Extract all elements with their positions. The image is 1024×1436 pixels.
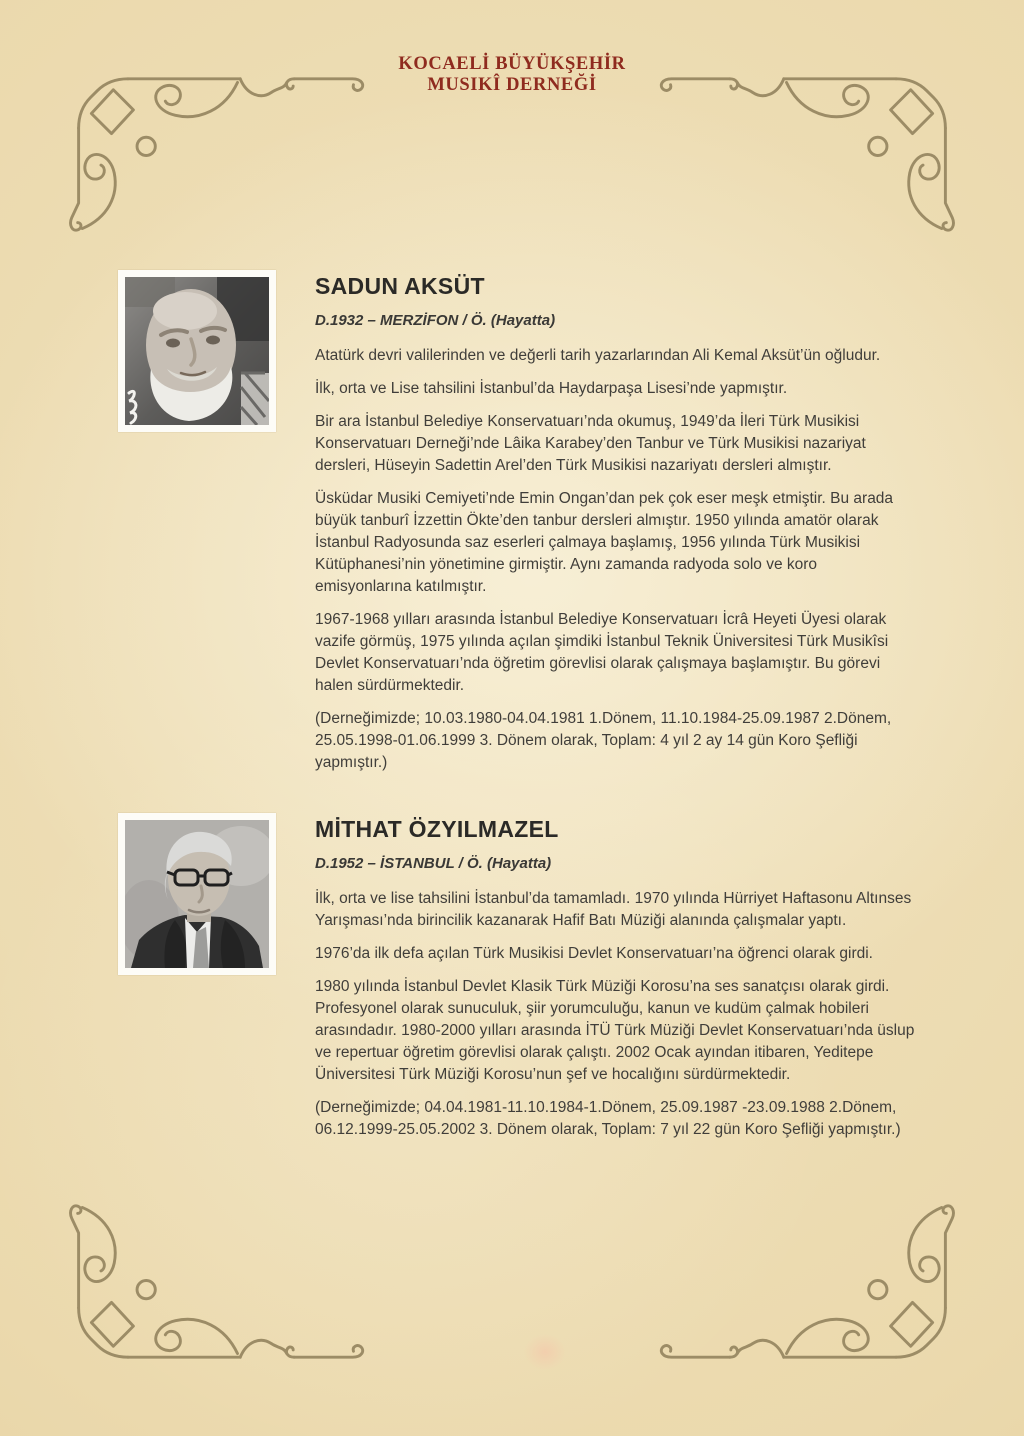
bio-paragraph: 1980 yılında İstanbul Devlet Klasik Türk Müziği Korosu’na ses sanatçısı olarak girdi. Profesyonel olarak sunuculuk, şiir yorumculuğu, kanun ve kudüm çalmak hobileri arasındadır. 1980-2000 yılları arasında İTÜ Türk Müziği Devlet Konservatuarı’nda üslup ve repertuar öğretim görevlisi olarak çalıştı. 2002 Ocak ayından itibaren, Yeditepe Üniversitesi Türk Müziği Korosu’nun şef ve hocalığını sürdürmektedir. [315, 978, 915, 1083]
bio-paragraph: İlk, orta ve lise tahsilini İstanbul’da tamamladı. 1970 yılında Hürriyet Haftasonu Altınses Yarışması’nda birincilik kazanarak Hafif Batı Müziği alanında çalışmalar yaptı. [315, 890, 912, 929]
bio-lifespan: D.1952 – İSTANBUL / Ö. (Hayatta) [315, 855, 552, 872]
corner-flourish-bottom-right-icon [645, 1189, 960, 1372]
corner-flourish-bottom-left-icon [64, 1189, 379, 1372]
bio-text-sadun-aksut [315, 270, 915, 774]
bio-paragraph: (Derneğimizde; 04.04.1981-11.10.1984-1.Dönem, 25.09.1987 -23.09.1988 2.Dönem, 06.12.1999-25.05.2002 3. Dönem olarak, Toplam: 7 yıl 22 gün Koro Şefliği yapmıştır.) [315, 1099, 901, 1138]
bio-paragraph: Üsküdar Musiki Cemiyeti’nde Emin Ongan’dan pek çok eser meşk etmiştir. Bu arada büyük tanburî İzzettin Ökte’den tanbur dersleri almıştır. 1950 yılında amatör olarak İstanbul Radyosunda saz eserleri çalmaya başlamış, 1956 yılında Türk Musikisi Kütüphanesi’nin yönetimine girmiştir. Aynı zamanda radyoda solo ve koro emisyonlarına katılmıştır. [315, 490, 894, 595]
bio-paragraph: 1976’da ilk defa açılan Türk Musikisi Devlet Konservatuarı’na öğrenci olarak girdi. [315, 945, 873, 962]
bio-paragraph: İlk, orta ve Lise tahsilini İstanbul’da Haydarpaşa Lisesi’nde yapmıştır. [315, 380, 788, 397]
bio-name: SADUN AKSÜT [315, 273, 485, 299]
portrait-illustration-man-glasses [125, 820, 269, 968]
bio-name: MİTHAT ÖZYILMAZEL [315, 816, 559, 842]
org-name-line1: KOCAELİ BÜYÜKŞEHİR [398, 54, 626, 74]
bio-paragraph: 1967-1968 yılları arasında İstanbul Belediye Konservatuarı İcrâ Heyeti Üyesi olarak vazife görmüş, 1975 yılında açılan şimdiki İstanbul Teknik Üniversitesi Türk Musikîsi Devlet Konservatuarı’nda öğretim görevlisi olarak çalışmaya başlamıştır. Bu görevi halen sürdürmektedir. [315, 611, 889, 694]
bio-paragraph: Atatürk devri valilerinden ve değerli tarih yazarlarından Ali Kemal Aksüt’ün oğludur. [315, 347, 881, 364]
portrait-illustration-elderly-man [125, 277, 269, 425]
org-name-line2: MUSIKÎ DERNEĞİ [427, 75, 597, 95]
bio-section-sadun-aksut [118, 270, 918, 774]
portrait-photo-sadun-aksut [118, 270, 276, 432]
portrait-photo-mithat-ozyilmazel [118, 813, 276, 975]
bio-paragraph: (Derneğimizde; 10.03.1980-04.04.1981 1.Dönem, 11.10.1984-25.09.1987 2.Dönem, 25.05.1998-01.06.1999 3. Dönem olarak, Toplam: 4 yıl 2 ay 14 gün Koro Şefliği yapmıştır.) [315, 710, 892, 771]
bio-section-mithat-ozyilmazel [118, 813, 918, 1141]
org-header [0, 54, 1024, 96]
bio-text-mithat-ozyilmazel [315, 813, 915, 1141]
bio-lifespan: D.1932 – MERZİFON / Ö. (Hayatta) [315, 312, 556, 329]
bio-paragraph: Bir ara İstanbul Belediye Konservatuarı’nda okumuş, 1949’da İleri Türk Musikisi Konservatuarı Derneği’nde Lâika Karabey’den Tanbur ve Türk Musikisi nazariyat dersleri, Hüseyin Sadettin Arel’den Türk Musikisi nazariyatı dersleri almıştır. [315, 413, 866, 474]
